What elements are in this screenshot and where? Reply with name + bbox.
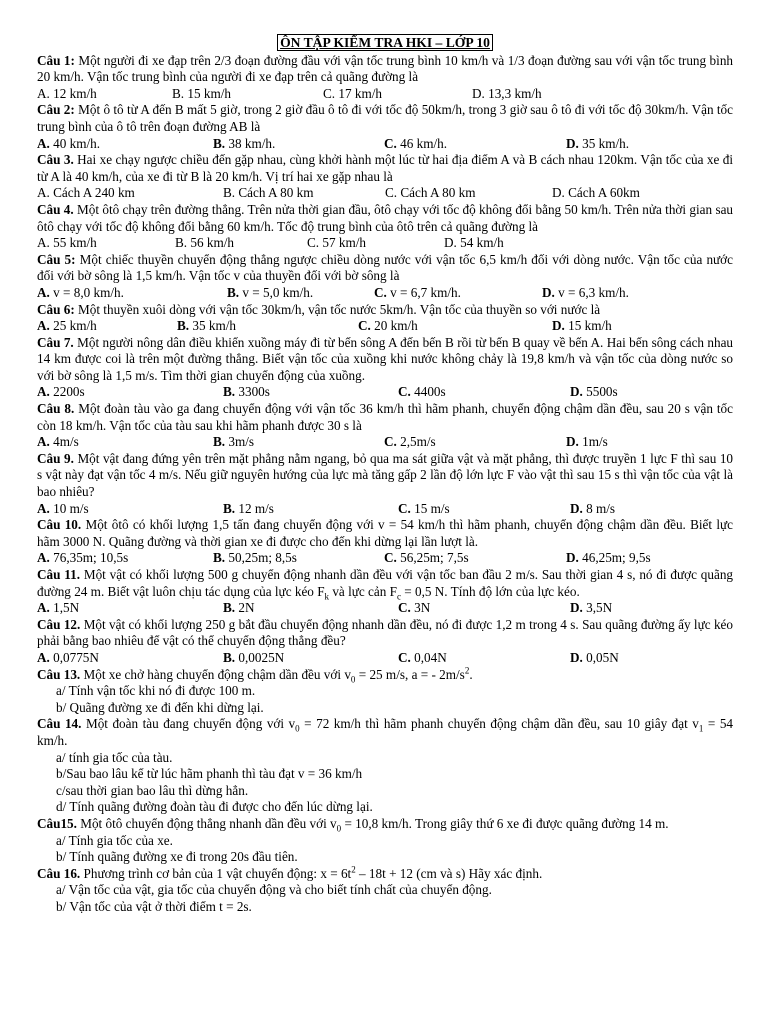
answers-11: [37, 600, 733, 617]
answers-9: [37, 501, 733, 518]
exam-document: [37, 35, 733, 915]
question-13: Câu 13. Một xe chở hàng chuyển động chậm dần đều với $v_0 = 25$ m/s, a = - $2m/s^2$.: [37, 665, 473, 685]
answer-option: B. 0,0025N: [223, 649, 285, 665]
sub-question: a/ tính gia tốc của tàu.: [56, 749, 173, 765]
sub-question: b/ Tính quãng đường xe đi trong 20s đầu tiên.: [56, 849, 298, 865]
answer-option: A. v = 8,0 km/h.: [37, 284, 124, 300]
answer-option: C. 20 km/h: [358, 318, 418, 334]
answer-option: B. v = 5,0 km/h.: [227, 284, 314, 300]
answer-option: B. 3m/s: [213, 434, 255, 450]
answer-option: D. 5500s: [570, 384, 618, 400]
sub-question: a/ Tính gia tốc của xe.: [56, 832, 173, 848]
sub-question: a/ Vận tốc của vật, gia tốc của chuyển động và cho biết tính chất của chuyển động.: [56, 882, 492, 898]
answer-option: C. 2,5m/s: [384, 434, 436, 450]
question-4: Câu 4. Một ôtô chạy trên đường thẳng. Trên nửa thời gian đầu, ôtô chạy với tốc độ không đổi bằng 50 km/h. Trên nửa thời gian sau ôtô chạy với tốc độ không đổi bằng 60 km/h. Tốc độ trung bình của ôtô trên cả quãng đường là: [37, 201, 734, 234]
answers-3: [37, 185, 733, 202]
answers-6: [37, 318, 733, 335]
answer-option: A. 4m/s: [37, 434, 79, 450]
question-5: Câu 5: Một chiếc thuyền chuyển động thẳng ngược chiều dòng nước với vận tốc 6,5 km/h đối với dòng nước. Vận tốc của nước đối với bờ sông là 1,5 km/h. Vận tốc v của thuyền đối với bờ sông là: [37, 251, 734, 284]
question-14: Câu 14. Một đoàn tàu đang chuyển động với $v_0 = 72$ km/h thì hãm phanh chuyển động chậm dần đều, sau 10 giây đạt $v_1 = 54$ km/h.: [37, 716, 734, 748]
question-15: Câu15. Một ôtô chuyển động thẳng nhanh dần đều với $v_0 = 10,8$ km/h. Trong giây thứ 6 xe đi được quãng đường 14 m.: [37, 815, 669, 834]
answer-option: C. 56,25m; 7,5s: [384, 550, 469, 566]
sub-question: b/Sau bao lâu kể từ lúc hãm phanh thì tàu đạt v = 36 km/h: [56, 766, 363, 782]
answer-option: B. Cách A 80 km: [223, 185, 314, 201]
question-6: Câu 6: Một thuyền xuôi dòng với vận tốc 30km/h, vận tốc nước 5km/h. Vận tốc của thuyền so với nước là: [37, 301, 601, 317]
answer-option: D. 13,3 km/h: [472, 85, 542, 101]
answer-option: A. 40 km/h.: [37, 135, 101, 151]
answer-option: B. 50,25m; 8,5s: [213, 550, 297, 566]
answers-2: [37, 136, 733, 153]
answer-option: A. 0,0775N: [37, 649, 99, 665]
answer-option: A. 55 km/h: [37, 235, 97, 251]
answer-option: C. 0,04N: [398, 649, 447, 665]
page-title: ÔN TẬP KIỂM TRA HKI – LỚP 10: [37, 35, 733, 52]
answer-option: A. 25 km/h: [37, 318, 97, 334]
question-11: Câu 11. Một vật có khối lượng 500 g chuyển động nhanh dần đều với vận tốc ban đầu 2 m/s. Sau thời gian 4 s, nó đi được quãng đường 24 m. Biết vật luôn chịu tác dụng của lực kéo $F_k$ và lực cản $F_c = 0,5$ N. Tính độ lớn của lực kéo.: [37, 567, 734, 602]
answer-option: B. 15 km/h: [172, 85, 231, 101]
answer-option: B. 35 km/h: [177, 318, 236, 334]
answer-option: C. 57 km/h: [307, 235, 366, 251]
answer-option: C. 3N: [398, 600, 431, 616]
answers-7: [37, 384, 733, 401]
answer-option: D. 15 km/h: [552, 318, 612, 334]
answer-option: B. 38 km/h.: [213, 135, 276, 151]
answers-1: [37, 86, 733, 103]
answer-option: A. 10 m/s: [37, 500, 89, 516]
answer-option: B. 12 m/s: [223, 500, 274, 516]
answer-option: A. 2200s: [37, 384, 85, 400]
answer-option: B. 3300s: [223, 384, 270, 400]
question-3: Câu 3. Hai xe chạy ngược chiều đến gặp nhau, cùng khởi hành một lúc từ hai địa điểm A và B cách nhau 120km. Vận tốc của xe đi từ A là 40 km/h, của xe đi từ B là 20 km/h. Vị trí hai xe gặp nhau là: [37, 152, 734, 184]
question-2: Câu 2: Một ô tô từ A đến B mất 5 giờ, trong 2 giờ đầu ô tô đi với tốc độ 50km/h, trong 3 giờ sau ô tô đi với tốc độ 30km/h. Vận tốc trung bình của ô tô trên đoạn đường AB là: [37, 102, 734, 134]
answer-option: D. Cách A 60km: [552, 185, 640, 201]
question-8: Câu 8. Một đoàn tàu vào ga đang chuyển động với vận tốc 36 km/h thì hãm phanh, chuyển động chậm dần đều, sau 20 s vận tốc còn 18 km/h. Vận tốc của tàu sau khi hãm phanh được 30 s là: [37, 401, 733, 433]
answer-option: D. 46,25m; 9,5s: [566, 550, 651, 566]
answer-option: D. 35 km/h.: [566, 135, 630, 151]
question-10: Câu 10. Một ôtô có khối lượng 1,5 tấn đang chuyển động với v = 54 km/h thì hãm phanh, chuyển động chậm dần đều. Biết lực hãm 3000 N. Quãng đường và thời gian xe đi được cho đến khi dừng lại lần lượt là.: [37, 517, 734, 549]
answer-option: B. 2N: [223, 600, 255, 616]
sub-question: b/ Quãng đường xe đi đến khi dừng lại.: [56, 699, 264, 715]
answer-option: C. v = 6,7 km/h.: [374, 284, 461, 300]
answer-option: D. 8 m/s: [570, 500, 616, 516]
answer-option: C. 17 km/h: [323, 85, 382, 101]
answer-option: C. 4400s: [398, 384, 446, 400]
answers-12: [37, 650, 733, 667]
answers-5: [37, 285, 733, 302]
answer-option: A. 1,5N: [37, 600, 80, 616]
sub-question: c/sau thời gian bao lâu thì dừng hẳn.: [56, 782, 249, 798]
sub-question: b/ Vận tốc của vật ở thời điểm t = 2s.: [56, 898, 252, 914]
answers-4: [37, 235, 733, 252]
answer-option: D. 3,5N: [570, 600, 613, 616]
answer-option: A. 12 km/h: [37, 85, 97, 101]
question-7: Câu 7. Một người nông dân điều khiển xuồng máy đi từ bến sông A đến bến B rồi từ bến B quay về bến A. Hai bến sông cách nhau 14 km được coi là trên một đường thẳng. Biết vận tốc của xuồng khi nước không chảy là 19,8 km/h và vận tốc của dòng nước so với bờ sông là 1,5 m/s. Tìm thời gian chuyển động của xuồng.: [37, 334, 734, 383]
sub-question: d/ Tính quãng đường đoàn tàu đi được cho đến lúc dừng lại.: [56, 799, 373, 815]
answer-option: D. 1m/s: [566, 434, 608, 450]
answer-option: D. 54 km/h: [444, 235, 504, 251]
question-12: Câu 12. Một vật có khối lượng 250 g bắt đầu chuyển động nhanh dần đều, nó đi được 1,2 m trong 4 s. Sau quãng đường ấy lực kéo phải bằng bao nhiêu để vật có thể chuyển động thẳng đều?: [37, 616, 733, 649]
question-1: Câu 1: Một người đi xe đạp trên 2/3 đoạn đường đầu với vận tốc trung bình 10 km/h và 1/3 đoạn đường sau với vận tốc trung bình 20 km/h. Vận tốc trung bình của người đi xe đạp trên cả quãng đường là: [37, 52, 734, 85]
answers-8: [37, 434, 733, 451]
answer-option: C. 46 km/h.: [384, 135, 448, 151]
sub-question: a/ Tính vận tốc khi nó đi được 100 m.: [56, 683, 256, 699]
question-16: Câu 16. Phương trình cơ bản của 1 vật chuyển động: $x = 6t^2 - 18t + 12$ (cm và s) Hãy xác định.: [37, 864, 543, 881]
answer-option: D. v = 6,3 km/h.: [542, 284, 629, 300]
answer-option: D. 0,05N: [570, 649, 619, 665]
answer-option: C. Cách A 80 km: [385, 185, 476, 201]
answer-option: A. 76,35m; 10,5s: [37, 550, 129, 566]
answer-option: A. Cách A 240 km: [37, 185, 135, 201]
question-9: Câu 9. Một vật đang đứng yên trên mặt phẳng nằm ngang, bỏ qua ma sát giữa vật và mặt phẳng, thì được truyền 1 lực F thì sau 10 s vật này đạt vận tốc 4 m/s. Nếu giữ nguyên hướng của lực mà tăng gấp 2 lần độ lớn lực F vào vật thì sau 15 s thì vận tốc của vật là bao nhiêu?: [37, 450, 734, 500]
answers-10: [37, 550, 733, 567]
answer-option: B. 56 km/h: [175, 235, 234, 251]
answer-option: C. 15 m/s: [398, 500, 450, 516]
